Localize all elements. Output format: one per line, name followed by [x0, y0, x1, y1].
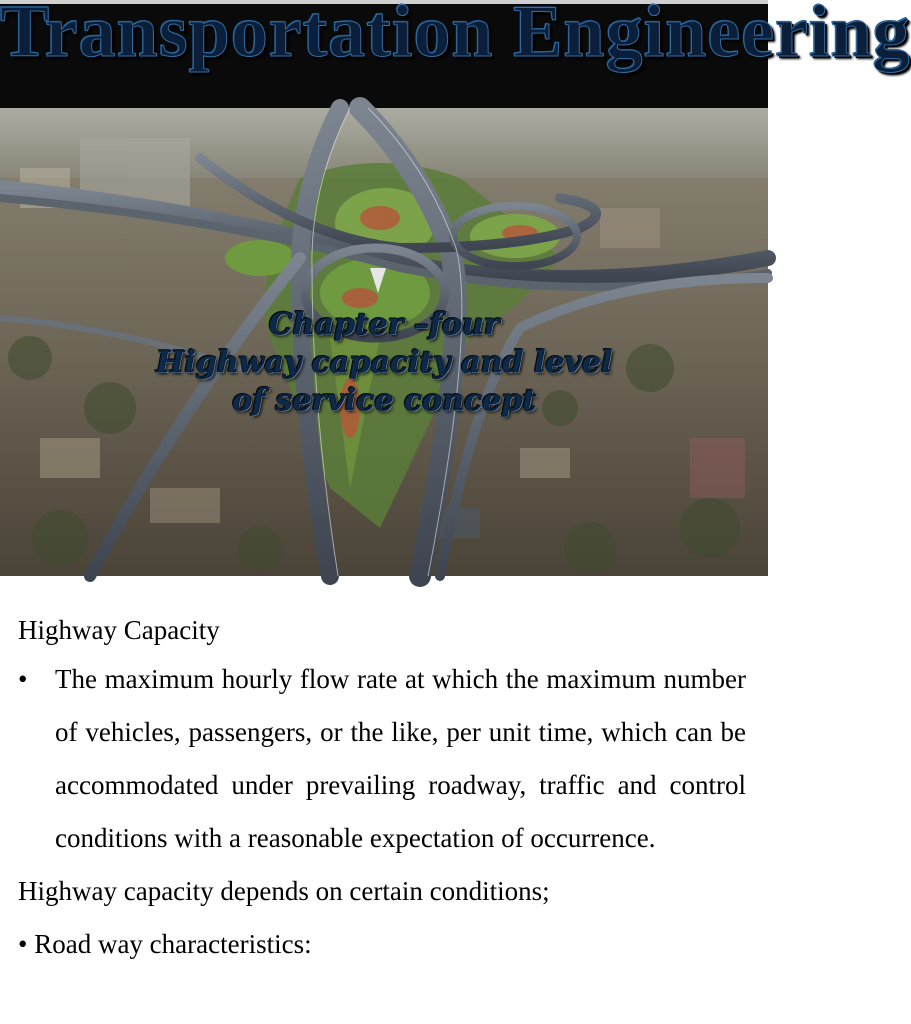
- definition-bullet: [18, 653, 746, 865]
- hero-image: [0, 108, 768, 576]
- title-banner: [0, 0, 911, 108]
- content-body: [18, 600, 746, 971]
- roadway-characteristics-line: • Road way characteristics:: [18, 929, 312, 959]
- chapter-subtitle-line1: Highway capacity and level: [155, 345, 613, 380]
- chapter-subtitle-line2: of service concept: [231, 383, 537, 418]
- conditions-line: Highway capacity depends on certain conditions;: [18, 876, 550, 906]
- page-title: Transportation Engineering: [0, 0, 911, 73]
- chapter-number: Chapter –four: [268, 307, 500, 342]
- definition-text: The maximum hourly flow rate at which the maximum number of vehicles, passengers, or the like, per unit time, which can be accommodated under prevailing roadway, traffic and control conditions with a reasonable expectation of occurrence.: [55, 664, 746, 853]
- chapter-title: [0, 306, 768, 420]
- bullet-symbol: •: [18, 664, 28, 694]
- section-heading: Highway Capacity: [18, 615, 220, 645]
